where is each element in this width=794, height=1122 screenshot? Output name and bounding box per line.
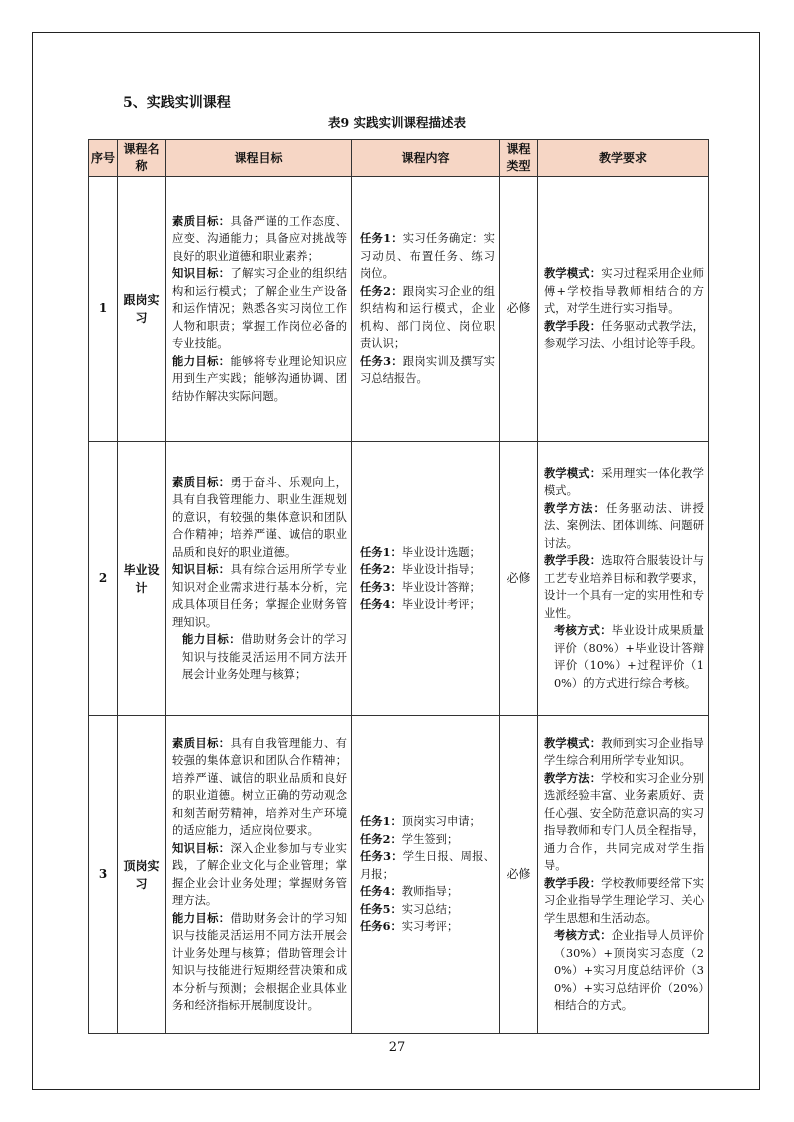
table-row <box>89 177 709 442</box>
course-goal-text: 具有综合运用所学专业知识对企业需求进行基本分析，完成具体项目任务；掌握企业财务管理知识。 <box>172 563 347 629</box>
course-goal <box>166 177 352 442</box>
course-type: 必修 <box>500 177 538 442</box>
requirement-paragraph <box>544 875 704 928</box>
requirement-label: 考核方式： <box>554 623 612 638</box>
section-title: 5、实践实训课程 <box>123 95 231 111</box>
course-content-label: 任务3： <box>360 579 402 594</box>
course-content-paragraph <box>360 848 495 883</box>
course-content-label: 任务4： <box>360 597 402 611</box>
course-goal-label: 能力目标： <box>172 353 231 368</box>
course-table <box>88 139 709 1034</box>
course-content-label: 任务2： <box>360 283 403 298</box>
course-goal-text: 借助财务会计的学习知识与技能灵活运用不同方法开展会计业务处理与核算； <box>182 633 347 681</box>
course-content-paragraph <box>360 283 495 353</box>
course-content-paragraph <box>360 353 495 388</box>
course-content-paragraph <box>360 596 495 614</box>
course-goal-label: 素质目标： <box>172 474 231 489</box>
course-goal-text: 具有自我管理能力、有较强的集体意识和团队合作精神；培养严谨、诚信的职业品质和良好的职业道德。树立正确的劳动观念和刻苦耐劳精神，培养对生产环境的适应能力，适应岗位要求。 <box>172 736 347 837</box>
course-content-label: 任务6： <box>360 919 402 934</box>
course-content <box>352 177 500 442</box>
header-no: 序号 <box>89 140 118 177</box>
header-goal: 课程目标 <box>166 140 352 177</box>
course-content-paragraph <box>360 544 495 562</box>
course-content-text: 实习总结； <box>401 902 459 916</box>
table-caption: 表9 实践实训课程描述表 <box>327 115 467 130</box>
course-goal-paragraph <box>172 353 347 406</box>
course-goal <box>166 442 352 716</box>
requirement-text: 实习过程采用企业师傅+学校指导教师相结合的方式，对学生进行实习指导。 <box>544 267 704 316</box>
course-content-text: 学生签到； <box>401 832 459 846</box>
course-content-label: 任务2： <box>360 562 402 576</box>
teaching-requirements <box>538 716 709 1034</box>
table-body <box>89 177 709 1034</box>
requirement-text: 毕业设计成果质量评价（80%）+毕业设计答辩评价（10%）+过程评价（10%）的方式进行综合考核。 <box>554 624 704 690</box>
page-number: 27 <box>388 1040 406 1055</box>
requirement-paragraph <box>544 622 704 692</box>
requirement-label: 教学模式： <box>544 465 602 480</box>
course-goal-paragraph <box>172 910 347 1015</box>
course-content-text: 实习考评； <box>401 920 459 934</box>
course-name: 跟岗实习 <box>118 177 166 442</box>
course-goal-paragraph <box>172 561 347 631</box>
requirement-label: 教学模式： <box>544 735 602 750</box>
course-goal-label: 知识目标： <box>172 840 231 855</box>
requirement-paragraph <box>544 552 704 622</box>
course-content-paragraph <box>360 831 495 849</box>
header-req: 教学要求 <box>538 140 709 177</box>
requirement-paragraph <box>544 770 704 875</box>
requirement-label: 教学手段： <box>544 318 602 333</box>
course-goal-text: 深入企业参加与专业实践，了解企业文化与企业管理；掌握企业会计业务处理；掌握财务管理方法。 <box>172 841 347 907</box>
course-content <box>352 442 500 716</box>
requirement-text: 学校和实习企业分别选派经验丰富、业务素质好、责任心强、安全防范意识高的实习指导教师和专门人员全程指导，通力合作，共同完成对学生指导。 <box>544 771 704 872</box>
course-content-text: 实习任务确定：实习动员、布置任务、练习岗位。 <box>360 232 495 281</box>
table-row <box>89 716 709 1034</box>
requirement-paragraph <box>544 265 704 318</box>
row-number: 3 <box>89 716 118 1034</box>
course-content-text: 毕业设计答辩； <box>401 580 481 594</box>
course-content <box>352 716 500 1034</box>
course-goal-label: 知识目标： <box>172 266 231 281</box>
course-content-label: 任务1： <box>360 814 402 829</box>
requirement-label: 教学手段： <box>544 875 602 890</box>
course-goal-label: 知识目标： <box>172 562 231 576</box>
requirement-label: 教学方法： <box>544 770 602 785</box>
requirement-text: 教师到实习企业指导学生综合利用所学专业知识。 <box>544 736 704 767</box>
course-content-paragraph <box>360 579 495 597</box>
course-goal-paragraph <box>172 735 347 840</box>
course-goal-paragraph <box>172 265 347 353</box>
course-type: 必修 <box>500 442 538 716</box>
requirement-paragraph <box>544 735 704 770</box>
course-content-label: 任务4： <box>360 884 402 899</box>
course-goal-text: 借助财务会计的学习知识与技能灵活运用不同方法开展会计业务处理与核算；借助管理会计知识与技能进行短期经营决策和成本分析与预测；会根据企业具体业务和经济指标开展制度设计。 <box>172 911 347 1012</box>
header-content: 课程内容 <box>352 140 500 177</box>
course-content-paragraph <box>360 813 495 831</box>
course-goal-label: 能力目标： <box>172 910 231 925</box>
course-goal-text: 勇于奋斗、乐观向上，具有自我管理能力、职业生涯规划的意识，有较强的集体意识和团队合作精神；培养严谨、诚信的职业品质和良好的职业道德。 <box>172 475 347 559</box>
course-content-paragraph <box>360 901 495 919</box>
course-content-text: 毕业设计考评； <box>401 598 481 611</box>
course-content-text: 毕业设计选题； <box>401 545 481 559</box>
requirement-label: 教学手段： <box>544 553 602 568</box>
course-goal-label: 素质目标： <box>172 213 231 228</box>
course-content-text: 跟岗实训及撰写实习总结报告。 <box>360 354 495 386</box>
header-type: 课程类型 <box>500 140 538 177</box>
course-goal-text: 具备严谨的工作态度、应变、沟通能力；具备应对挑战等良好的职业道德和职业素养； <box>172 214 347 263</box>
course-content-label: 任务2： <box>360 831 402 846</box>
requirement-text: 选取符合服装设计与工艺专业培养目标和教学要求，设计一个具有一定的实用性和专业性。 <box>544 554 704 620</box>
course-goal-label: 素质目标： <box>172 735 231 750</box>
requirement-paragraph <box>544 500 704 553</box>
course-content-paragraph <box>360 918 495 936</box>
requirement-text: 任务驱动法、讲授法、案例法、团体训练、问题研讨法。 <box>544 501 704 550</box>
requirement-label: 教学模式： <box>544 266 602 281</box>
requirement-text: 企业指导人员评价（30%）+顶岗实习态度（20%）+实习月度总结评价（30%）+实习总结评价（20%）相结合的方式。 <box>554 929 704 1012</box>
course-content-paragraph <box>360 561 495 579</box>
course-content-text: 毕业设计指导； <box>401 563 481 576</box>
course-content-text: 跟岗实习企业的组织结构和运行模式，企业机构、部门岗位、岗位职责认识； <box>360 284 495 351</box>
course-content-paragraph <box>360 230 495 283</box>
course-goal-paragraph <box>172 840 347 910</box>
requirement-text: 任务驱动式教学法，参观学习法、小组讨论等手段。 <box>544 319 704 351</box>
requirement-paragraph <box>544 465 704 500</box>
course-content-text: 顶岗实习申请； <box>401 815 481 829</box>
course-content-label: 任务3： <box>360 849 403 864</box>
course-content-label: 任务1： <box>360 231 403 246</box>
teaching-requirements <box>538 442 709 716</box>
course-goal-text: 了解实习企业的组织结构和运行模式；了解企业生产设备和运作情况；熟悉各实习岗位工作人物和职责；掌握工作岗位必备的专业技能。 <box>172 267 347 351</box>
requirement-label: 考核方式： <box>554 928 612 942</box>
table-row <box>89 442 709 716</box>
course-goal-text: 能够将专业理论知识应用到生产实践；能够沟通协调、团结协作解决实际问题。 <box>172 354 347 403</box>
header-name: 课程名称 <box>118 140 166 177</box>
teaching-requirements <box>538 177 709 442</box>
course-content-label: 任务1： <box>360 544 402 559</box>
course-goal-paragraph <box>172 474 347 562</box>
requirement-text: 采用理实一体化教学模式。 <box>544 466 704 498</box>
course-content-text: 教师指导； <box>401 885 459 899</box>
requirement-paragraph <box>544 927 704 1015</box>
course-name: 毕业设计 <box>118 442 166 716</box>
course-content-label: 任务5： <box>360 901 402 916</box>
course-content-paragraph <box>360 883 495 901</box>
requirement-paragraph <box>544 318 704 353</box>
course-goal-paragraph <box>172 631 347 684</box>
header-row <box>89 140 709 177</box>
course-content-label: 任务3： <box>360 353 403 368</box>
course-content-text: 学生日报、周报、月报； <box>360 850 495 881</box>
course-name: 顶岗实习 <box>118 716 166 1034</box>
requirement-label: 教学方法： <box>544 500 606 515</box>
course-goal-label: 能力目标： <box>182 632 242 646</box>
course-type: 必修 <box>500 716 538 1034</box>
requirement-text: 学校教师要经常下实习企业指导学生理论学习、关心学生思想和生活动态。 <box>544 876 704 925</box>
row-number: 2 <box>89 442 118 716</box>
course-goal <box>166 716 352 1034</box>
row-number: 1 <box>89 177 118 442</box>
course-goal-paragraph <box>172 213 347 266</box>
